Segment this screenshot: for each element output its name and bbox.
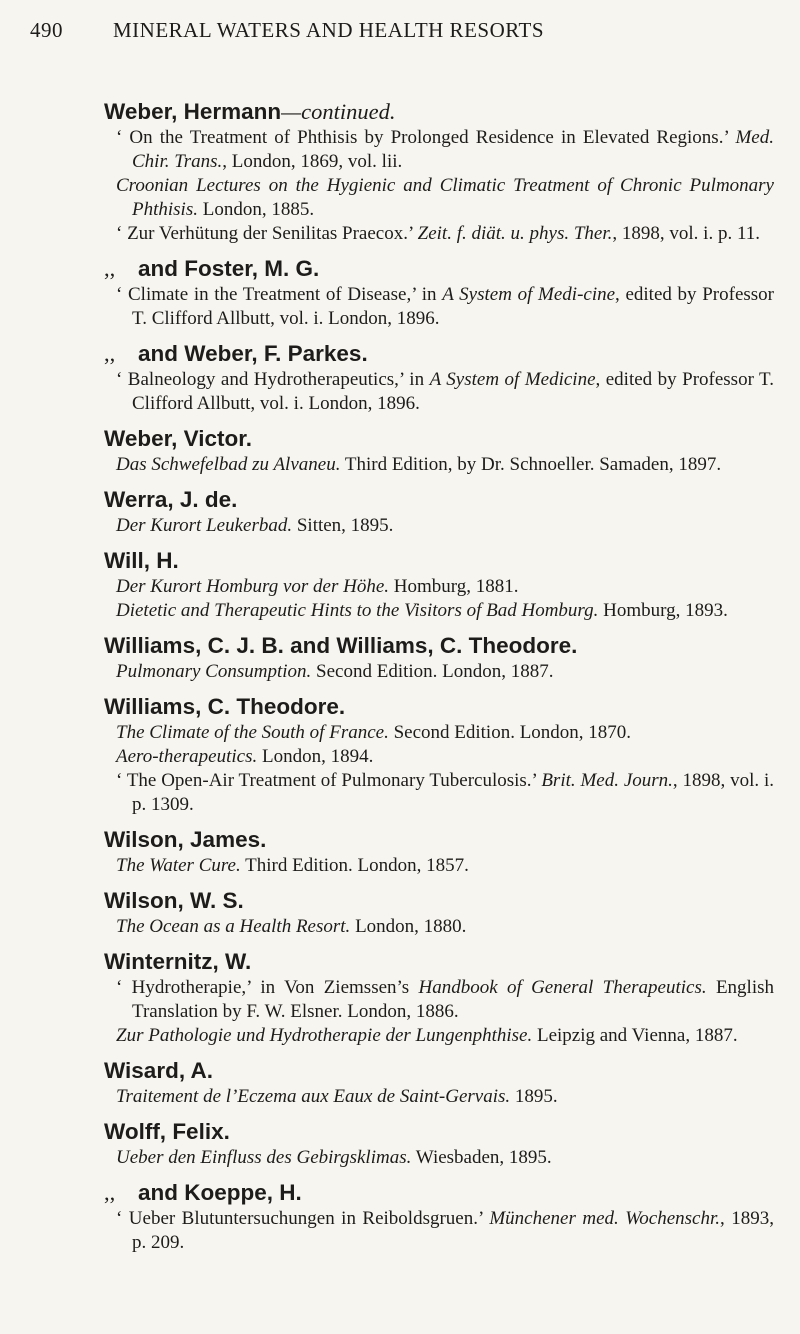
author-name: Winternitz, W. — [104, 949, 252, 974]
reference-line — [104, 368, 774, 416]
entry-author — [104, 947, 774, 976]
bibliography-entry — [104, 1117, 774, 1170]
reference-text: ‘ On the Treatment of Phthisis by Prolonged Residence in Elevated Regions.’ — [116, 127, 736, 148]
reference-line — [104, 1146, 774, 1170]
bibliography-entry — [104, 339, 774, 416]
reference-title: Med. Chir. Trans. — [132, 127, 774, 172]
bibliography-entry — [104, 254, 774, 331]
bibliography-entry — [104, 97, 774, 246]
reference-line — [104, 453, 774, 477]
author-name: and Foster, M. G. — [138, 256, 320, 281]
reference-text: Third Edition, by Dr. Schnoeller. Samaden, 1897. — [340, 454, 722, 475]
author-name: and Weber, F. Parkes. — [138, 341, 368, 366]
reference-title: A System of Medicine — [429, 369, 596, 390]
bibliography-entry — [104, 947, 774, 1048]
reference-title: Der Kurort Homburg vor der Höhe. — [116, 576, 390, 597]
reference-title: Das Schwefelbad zu Alvaneu. — [116, 454, 341, 475]
reference-title: The Water Cure. — [116, 855, 241, 876]
reference-line — [104, 769, 774, 817]
reference-text: ‘ Climate in the Treatment of Disease,’ in — [116, 284, 443, 305]
reference-title: Croonian Lectures on the Hygienic and Climatic Treatment of Chronic Pulmonary Phthisis. — [116, 175, 774, 220]
entry-author — [104, 254, 774, 283]
reference-text: Homburg, 1881. — [389, 576, 519, 597]
entry-author — [104, 886, 774, 915]
entry-author — [104, 825, 774, 854]
ditto-mark: ,, — [104, 341, 116, 366]
bibliography-entry — [104, 424, 774, 477]
entry-author — [104, 546, 774, 575]
reference-text: London, 1894. — [257, 746, 374, 767]
reference-text: ‘ Ueber Blutuntersuchungen in Reiboldsgruen.’ — [116, 1208, 490, 1229]
reference-line — [104, 222, 774, 246]
bibliography-entry — [104, 825, 774, 878]
bibliography-list — [104, 97, 774, 1263]
reference-text: Homburg, 1893. — [598, 600, 728, 621]
reference-line — [104, 283, 774, 331]
reference-line — [104, 575, 774, 599]
reference-line — [104, 976, 774, 1024]
ditto-mark: ,, — [104, 1180, 116, 1205]
author-name: Williams, C. J. B. and Williams, C. Theodore. — [104, 633, 578, 658]
bibliography-entry — [104, 546, 774, 623]
reference-text: 1895. — [510, 1086, 558, 1107]
reference-line — [104, 174, 774, 222]
reference-title: Zeit. f. diät. u. phys. Ther. — [417, 223, 613, 244]
reference-text: London, 1885. — [197, 199, 315, 220]
reference-text: ‘ The Open-Air Treatment of Pulmonary Tuberculosis.’ — [116, 770, 542, 791]
author-name: Wilson, W. S. — [104, 888, 244, 913]
reference-title: Münchener med. Wochenschr. — [489, 1208, 721, 1229]
reference-text: ‘ Zur Verhütung der Senilitas Praecox.’ — [116, 223, 418, 244]
reference-text: , 1898, vol. i. p. 11. — [612, 223, 761, 244]
entry-author — [104, 339, 774, 368]
ditto-mark: ,, — [104, 256, 116, 281]
reference-line — [104, 721, 774, 745]
entry-author — [104, 1056, 774, 1085]
author-name: Werra, J. de. — [104, 487, 238, 512]
reference-line — [104, 915, 774, 939]
reference-line — [104, 854, 774, 878]
bibliography-entry — [104, 1178, 774, 1255]
reference-text: Second Edition. London, 1870. — [388, 722, 632, 743]
reference-line — [104, 745, 774, 769]
reference-text: , edited by Professor T. Clifford Allbutt, vol. i. London, 1896. — [132, 369, 774, 414]
reference-title: The Climate of the South of France. — [116, 722, 389, 743]
entry-author — [104, 424, 774, 453]
entry-author — [104, 1117, 774, 1146]
reference-title: Dietetic and Therapeutic Hints to the Visitors of Bad Homburg. — [116, 600, 599, 621]
reference-text: Wiesbaden, 1895. — [411, 1147, 552, 1168]
reference-line — [104, 1207, 774, 1255]
reference-text: , edited by Professor T. Clifford Allbutt, vol. i. London, 1896. — [132, 284, 774, 329]
reference-title: Pulmonary Consumption. — [116, 661, 312, 682]
reference-title: Brit. Med. Journ. — [541, 770, 673, 791]
reference-text: ‘ Hydrotherapie,’ in Von Ziemssen’s — [116, 977, 419, 998]
reference-text: Leipzig and Vienna, 1887. — [532, 1025, 738, 1046]
reference-text: , London, 1869, vol. lii. — [222, 151, 403, 172]
reference-line — [104, 599, 774, 623]
reference-title: Der Kurort Leukerbad. — [116, 515, 293, 536]
reference-title: Aero-therapeutics. — [116, 746, 258, 767]
bibliography-entry — [104, 485, 774, 538]
reference-text: Third Edition. London, 1857. — [240, 855, 469, 876]
reference-line — [104, 1024, 774, 1048]
entry-author — [104, 1178, 774, 1207]
reference-line — [104, 126, 774, 174]
bibliography-entry — [104, 631, 774, 684]
author-name: Wolff, Felix. — [104, 1119, 230, 1144]
reference-text: , 1898, vol. i. p. 1309. — [132, 770, 774, 815]
reference-text: ‘ Balneology and Hydrotherapeutics,’ in — [116, 369, 430, 390]
reference-text: , 1893, p. 209. — [132, 1208, 774, 1253]
author-name: Wilson, James. — [104, 827, 267, 852]
reference-title: Ueber den Einfluss des Gebirgsklimas. — [116, 1147, 412, 1168]
reference-line — [104, 660, 774, 684]
entry-author — [104, 631, 774, 660]
author-name: Weber, Hermann — [104, 99, 282, 124]
reference-line — [104, 514, 774, 538]
page-number: 490 — [30, 18, 63, 42]
entry-author — [104, 97, 774, 126]
entry-author — [104, 485, 774, 514]
author-name: and Koeppe, H. — [138, 1180, 302, 1205]
continued-note: —continued. — [281, 99, 396, 124]
reference-text: Second Edition. London, 1887. — [311, 661, 554, 682]
entry-author — [104, 692, 774, 721]
reference-title: Handbook of General Therapeutics. — [418, 977, 707, 998]
reference-text: English Translation by F. W. Elsner. London, 1886. — [132, 977, 774, 1022]
bibliography-entry — [104, 692, 774, 817]
bibliography-entry — [104, 1056, 774, 1109]
reference-title: The Ocean as a Health Resort. — [116, 916, 351, 937]
bibliography-entry — [104, 886, 774, 939]
running-title: MINERAL WATERS AND HEALTH RESORTS — [113, 18, 544, 42]
author-name: Weber, Victor. — [104, 426, 252, 451]
author-name: Wisard, A. — [104, 1058, 213, 1083]
reference-line — [104, 1085, 774, 1109]
reference-title: Zur Pathologie und Hydrotherapie der Lungenphthise. — [116, 1025, 533, 1046]
author-name: Will, H. — [104, 548, 179, 573]
reference-title: A System of Medi-cine — [442, 284, 616, 305]
author-name: Williams, C. Theodore. — [104, 694, 346, 719]
reference-text: Sitten, 1895. — [292, 515, 394, 536]
reference-title: Traitement de l’Eczema aux Eaux de Saint-Gervais. — [116, 1086, 511, 1107]
reference-text: London, 1880. — [350, 916, 467, 937]
